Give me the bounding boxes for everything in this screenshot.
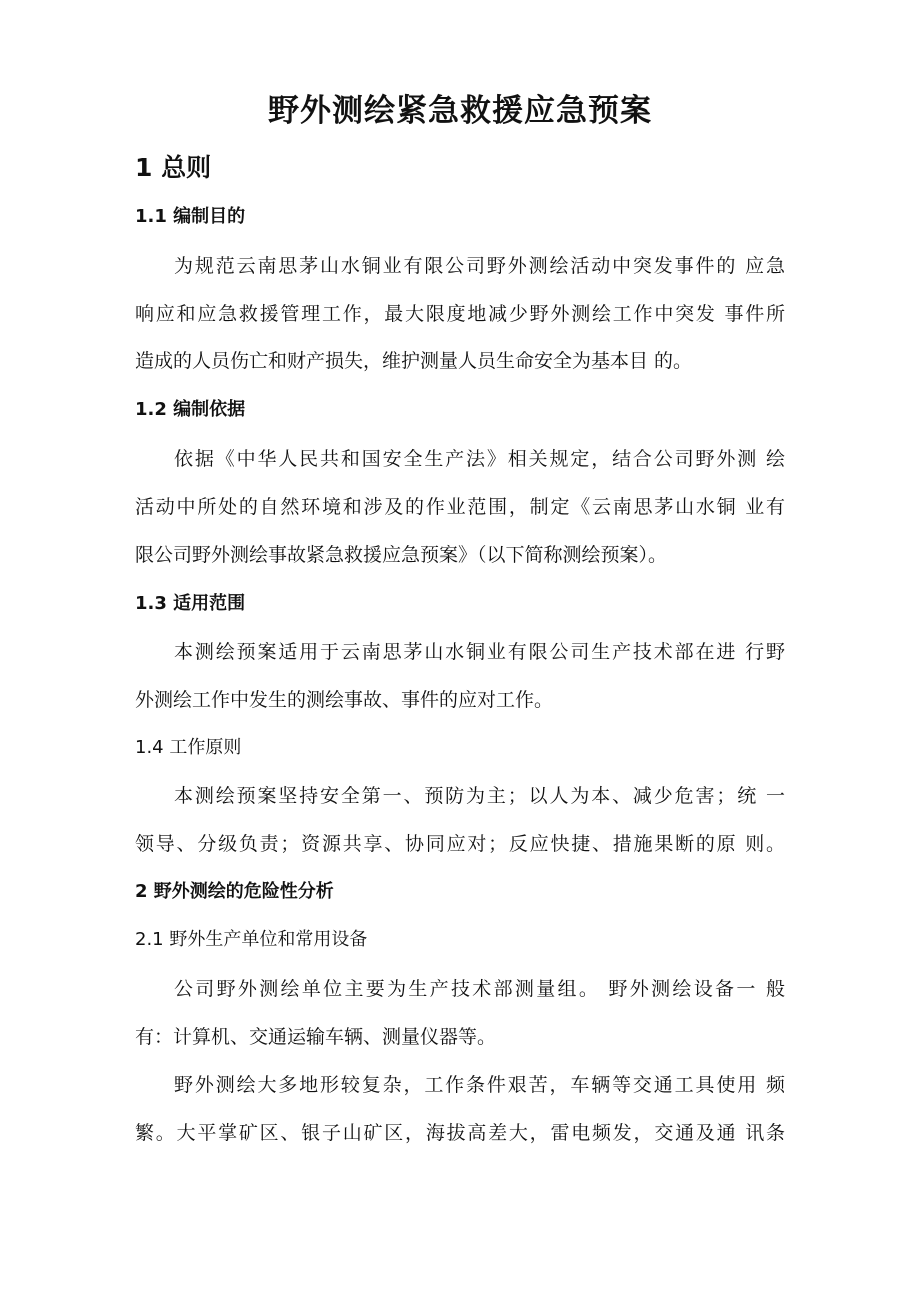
section-1-1-heading: 1.1 编制目的 — [135, 206, 246, 227]
section-2-heading: 2 野外测绘的危险性分析 — [135, 881, 334, 902]
paragraph-line: 领导、分级负责；资源共享、协同应对；反应快捷、措施果断的原 则。 — [135, 833, 785, 855]
paragraph-line: 为规范云南思茅山水铜业有限公司野外测绘活动中突发事件的 应急 — [174, 255, 785, 277]
paragraph-line: 依据《中华人民共和国安全生产法》相关规定，结合公司野外测 绘 — [174, 448, 785, 470]
paragraph-line: 繁。大平掌矿区、银子山矿区，海拔高差大，雷电频发，交通及通 讯条 — [135, 1122, 785, 1144]
paragraph-line: 外测绘工作中发生的测绘事故、事件的应对工作。 — [135, 689, 554, 711]
paragraph-line: 有：计算机、交通运输车辆、测量仪器等。 — [135, 1026, 497, 1048]
section-1-2-heading: 1.2 编制依据 — [135, 399, 246, 420]
section-2-1-heading: 2.1 野外生产单位和常用设备 — [135, 929, 368, 950]
paragraph-line: 本测绘预案适用于云南思茅山水铜业有限公司生产技术部在进 行野 — [174, 641, 785, 663]
paragraph-line: 造成的人员伤亡和财产损失，维护测量人员生命安全为基本目 的。 — [135, 350, 693, 372]
document-title: 野外测绘紧急救援应急预案 — [268, 93, 652, 129]
paragraph-line: 本测绘预案坚持安全第一、预防为主；以人为本、减少危害；统 一 — [174, 785, 785, 807]
paragraph-line: 公司野外测绘单位主要为生产技术部测量组。 野外测绘设备一 般 — [174, 978, 785, 1000]
paragraph-line: 野外测绘大多地形较复杂，工作条件艰苦，车辆等交通工具使用 频 — [174, 1074, 785, 1096]
paragraph-line: 响应和应急救援管理工作，最大限度地减少野外测绘工作中突发 事件所 — [135, 303, 785, 325]
section-1-4-heading: 1.4 工作原则 — [135, 737, 242, 758]
section-1-heading: 1 总则 — [135, 153, 212, 182]
paragraph-line: 活动中所处的自然环境和涉及的作业范围，制定《云南思茅山水铜 业有 — [135, 496, 785, 518]
section-1-3-heading: 1.3 适用范围 — [135, 593, 246, 614]
paragraph-line: 限公司野外测绘事故紧急救援应急预案》（以下简称测绘预案）。 — [135, 544, 668, 566]
